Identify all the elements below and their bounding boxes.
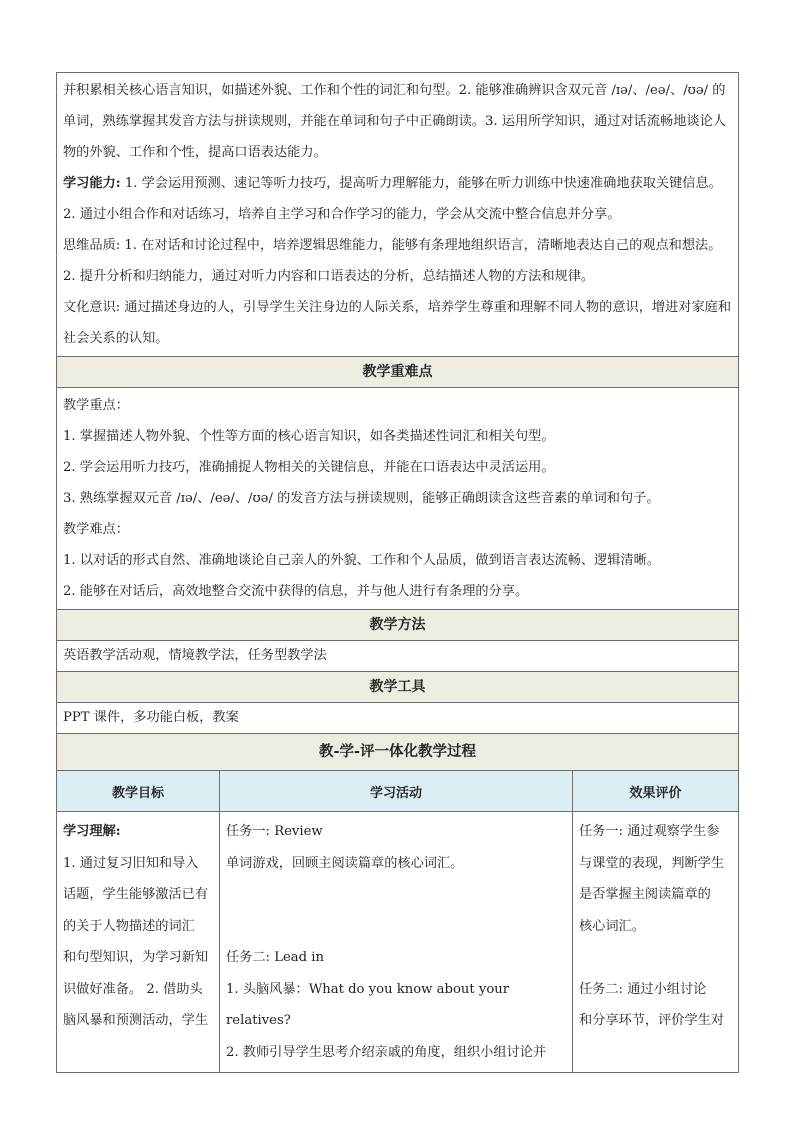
method-header: 教学方法 bbox=[57, 610, 739, 641]
eval2-line: 任务二: 通过小组讨论 bbox=[579, 981, 707, 997]
objectives-row bbox=[57, 73, 739, 357]
method-row bbox=[57, 641, 739, 672]
key-points-header: 教学重难点 bbox=[57, 357, 739, 388]
focus-label: 教学重点： bbox=[63, 398, 129, 413]
goal-line: 识做好准备。 2. 借助头 bbox=[63, 981, 203, 997]
goal-line: 脑风暴和预测活动，学生 bbox=[63, 1013, 209, 1028]
objectives-language: 并积累相关核心语言知识，如描述外貌、工作和个性的词汇和句型。2. 能够准确辨识含双元音 /ɪə/、/eə/、/ʊə/ 的单词，熟练掌握其发音方法与拼读规则，并能在单词和句子中正确朗读。3. 运用所学知识，通过对话流畅地谈论人物的外貌、工作和个性，提高口语表达能力。 bbox=[63, 83, 726, 160]
activity-cell bbox=[220, 812, 573, 1073]
goal-line: 1. 通过复习旧知和导入 bbox=[63, 855, 199, 871]
difficulty-label: 教学难点： bbox=[63, 522, 129, 537]
key-points-header-row bbox=[57, 357, 739, 388]
col-header-eval: 效果评价 bbox=[573, 771, 739, 812]
eval2-line: 和分享环节，评价学生对 bbox=[579, 1013, 725, 1028]
process-header: 教-学-评一体化教学过程 bbox=[57, 734, 739, 771]
process-header-row bbox=[57, 734, 739, 771]
lesson-plan-table bbox=[56, 72, 739, 1073]
task2-item: 2. 教师引导学生思考介绍亲戚的角度，组织小组讨论并 bbox=[226, 1044, 547, 1060]
task1-content: 单词游戏，回顾主阅读篇章的核心词汇。 bbox=[226, 855, 464, 871]
process-column-header-row bbox=[57, 771, 739, 812]
tools-header-row bbox=[57, 672, 739, 703]
objectives-culture: 文化意识: 通过描述身边的人，引导学生关注身边的人际关系，培养学生尊重和理解不同人物的意识，增进对家庭和社会关系的认知。 bbox=[63, 300, 732, 346]
learning-ability-label: 学习能力: bbox=[63, 176, 121, 191]
tools-header: 教学工具 bbox=[57, 672, 739, 703]
task2-title: 任务二: Lead in bbox=[226, 950, 324, 965]
objectives-learning-ability bbox=[63, 168, 732, 230]
task2-item: 1. 头脑风暴：What do you know about your relatives? bbox=[226, 981, 510, 1028]
col-header-goal: 教学目标 bbox=[57, 771, 220, 812]
task1-title: 任务一: Review bbox=[226, 824, 323, 839]
col-header-activity: 学习活动 bbox=[220, 771, 573, 812]
objectives-thinking: 思维品质: 1. 在对话和讨论过程中，培养逻辑思维能力，能够有条理地组织语言，清晰地表达自己的观点和想法。2. 提升分析和归纳能力，通过对听力内容和口语表达的分析，总结描述人物的方法和规律。 bbox=[63, 238, 722, 284]
goal-line: 的关于人物描述的词汇 bbox=[63, 918, 195, 934]
focus-item: 3. 熟练掌握双元音 /ɪə/、/eə/、/ʊə/ 的发音方法与拼读规则，能够正确朗读含这些音素的单词和句子。 bbox=[63, 491, 660, 506]
goal-label: 学习理解: bbox=[63, 824, 121, 839]
goal-cell bbox=[57, 812, 220, 1073]
difficulty-item: 1. 以对话的形式自然、准确地谈论自己亲人的外貌、工作和个人品质，做到语言表达流畅、逻辑清晰。 bbox=[63, 553, 661, 568]
eval-line: 是否掌握主阅读篇章的 bbox=[579, 887, 711, 902]
learning-ability-text: 1. 学会运用预测、速记等听力技巧，提高听力理解能力，能够在听力训练中快速准确地获取关键信息。2. 通过小组合作和对话练习，培养自主学习和合作学习的能力，学会从交流中整合信息并分享。 bbox=[63, 176, 722, 222]
tools-content: PPT 课件，多功能白板，教案 bbox=[57, 703, 739, 734]
eval-line: 任务一: 通过观察学生参 bbox=[579, 824, 720, 839]
goal-line: 话题，学生能够激活已有 bbox=[63, 887, 209, 902]
eval-cell bbox=[573, 812, 739, 1073]
eval-line: 与课堂的表现，判断学生 bbox=[579, 855, 725, 871]
tools-row bbox=[57, 703, 739, 734]
method-header-row bbox=[57, 610, 739, 641]
method-content: 英语教学活动观，情境教学法，任务型教学法 bbox=[57, 641, 739, 672]
focus-item: 2. 学会运用听力技巧，准确捕捉人物相关的关键信息，并能在口语表达中灵活运用。 bbox=[63, 460, 555, 475]
lesson-plan-page bbox=[56, 72, 738, 1073]
key-points-cell bbox=[57, 388, 739, 610]
focus-item: 1. 掌握描述人物外貌、个性等方面的核心语言知识，如各类描述性词汇和相关句型。 bbox=[63, 429, 555, 444]
key-points-row bbox=[57, 388, 739, 610]
process-row bbox=[57, 812, 739, 1073]
goal-line: 和句型知识，为学习新知 bbox=[63, 950, 209, 965]
objectives-cell bbox=[57, 73, 739, 357]
difficulty-item: 2. 能够在对话后，高效地整合交流中获得的信息，并与他人进行有条理的分享。 bbox=[63, 584, 529, 599]
eval-line: 核心词汇。 bbox=[579, 918, 645, 934]
